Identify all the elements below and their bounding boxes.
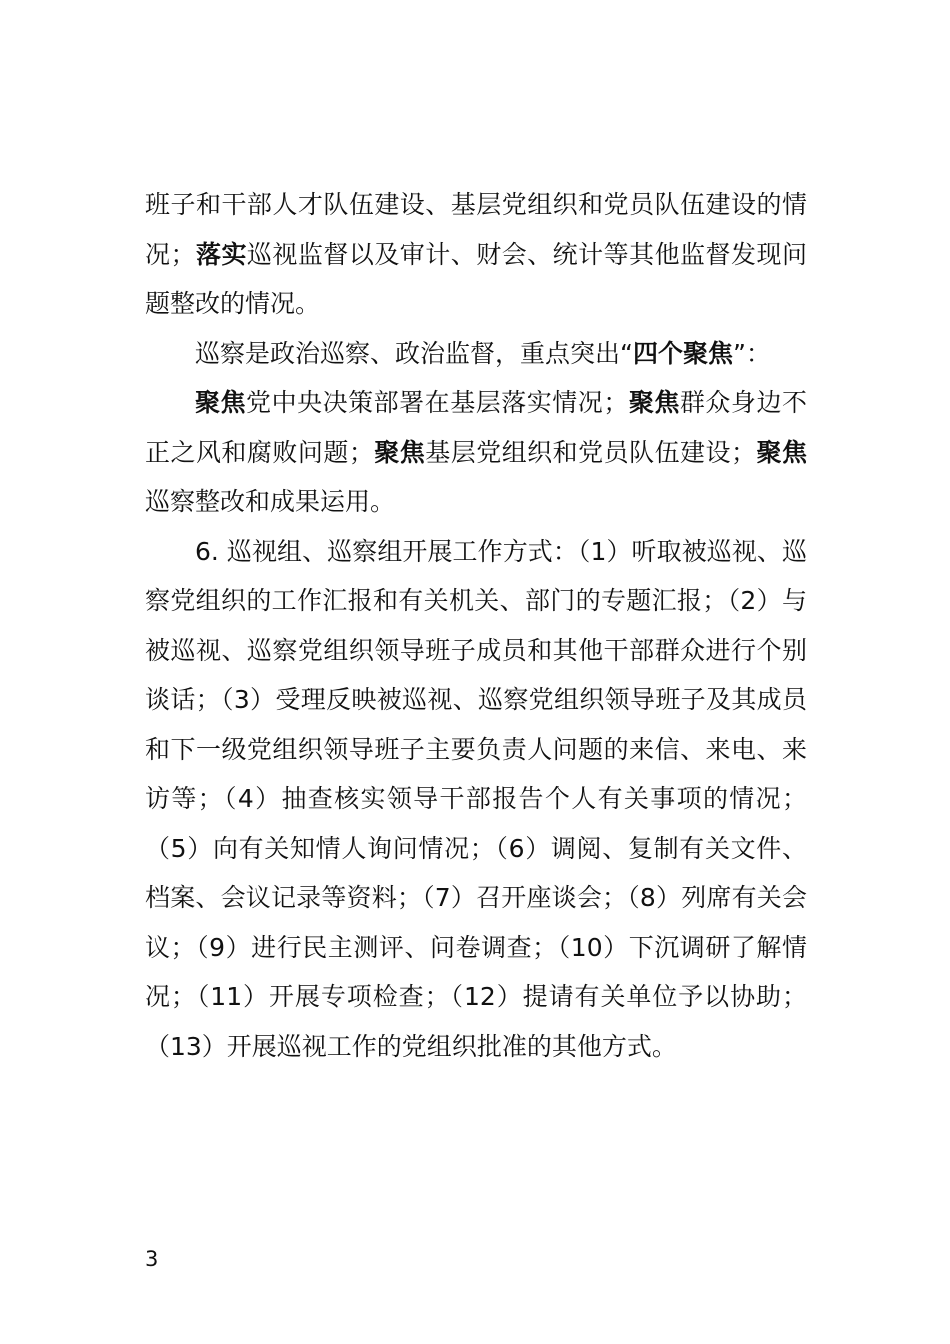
paragraph-3-run-6: 基层党组织和党员队伍建设； [425,437,756,467]
paragraph-3 [145,378,807,527]
paragraph-2-run-1: 巡察是政治巡察、政治监督，重点突出“ [195,338,633,368]
paragraph-3-run-5: 聚焦 [373,437,426,467]
paragraph-3-run-2: 党中央决策部署在基层落实情况； [246,388,629,417]
paragraph-1-run-3: 巡视监督以及审计、财会、统计等其他监督发现问题整改的情况。 [145,239,807,318]
paragraph-1-run-2: 落实 [195,239,247,269]
paragraph-2-run-2: 四个聚焦 [632,338,733,368]
paragraph-3-run-7: 聚焦 [756,437,807,467]
paragraph-3-run-8: 巡察整改和成果运用。 [145,487,396,516]
paragraph-3-run-3: 聚焦 [628,388,680,417]
paragraph-1-run-1: 班子和干部人才队伍建设、基层党组织和党员队伍建设的情况； [145,190,807,269]
paragraph-2 [145,329,807,379]
paragraph-3-run-4: 群众身边不正之风和腐败问题； [145,388,807,467]
page-number: 3 [145,1247,159,1271]
paragraph-4-run-1: 6. 巡视组、巡察组开展工作方式：（1）听取被巡视、巡察党组织的工作汇报和有关机关、部门的专题汇报；（2）与被巡视、巡察党组织领导班子成员和其他干部群众进行个别谈话；（3）受理反映被巡视、巡察党组织领导班子及其成员和下一级党组织领导班子主要负责人问题的来信、来电、来访等；（4）抽查核实领导干部报告个人有关事项的情况；（5）向有关知情人询问情况；（6）调阅、复制有关文件、档案、会议记录等资料；（7）召开座谈会；（8）列席有关会议；（9）进行民主测评、问卷调查；（10）下沉调研了解情况；（11）开展专项检查；（12）提请有关单位予以协助；（13）开展巡视工作的党组织批准的其他方式。 [145,536,807,1061]
document-body [145,180,807,1071]
paragraph-3-run-1: 聚焦 [195,388,247,417]
paragraph-4 [145,527,807,1072]
paragraph-1 [145,180,807,329]
paragraph-2-run-3: ”： [732,338,771,368]
